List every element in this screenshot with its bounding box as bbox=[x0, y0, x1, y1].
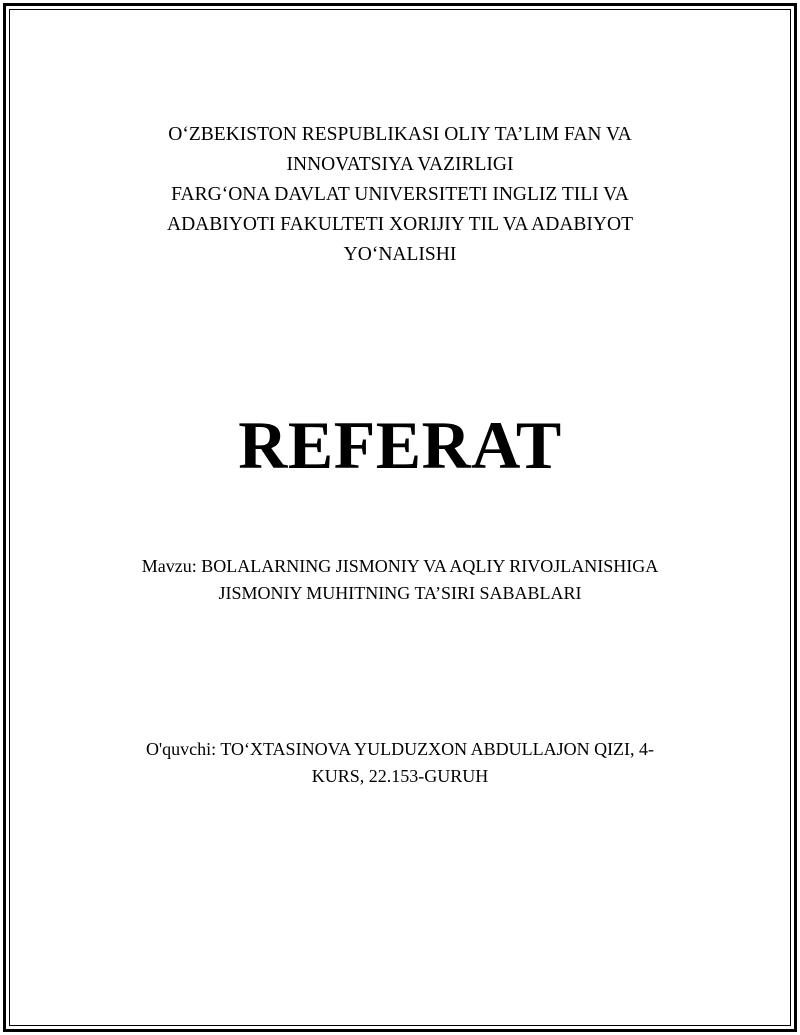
student-line: O'quvchi: TO‘XTASINOVA YULDUZXON ABDULLAJON QIZI, 4- bbox=[145, 739, 655, 759]
header-line: YO‘NALISHI bbox=[343, 244, 457, 265]
header-line: INNOVATSIYA VAZIRLIGI bbox=[286, 154, 514, 175]
document-title: REFERAT bbox=[238, 407, 562, 483]
topic-line: JISMONIY MUHITNING TA’SIRI SABABLARI bbox=[218, 583, 582, 603]
student-line: KURS, 22.153-GURUH bbox=[311, 766, 489, 786]
topic-line: Mavzu: BOLALARNING JISMONIY VA AQLIY RIVOJLANISHIGA bbox=[141, 556, 659, 576]
header-line: ADABIYOTI FAKULTETI XORIJIY TIL VA ADABIYOT bbox=[166, 214, 633, 235]
topic-section bbox=[100, 553, 700, 607]
header-line: O‘ZBEKISTON RESPUBLIKASI OLIY TA’LIM FAN VA bbox=[168, 124, 632, 145]
header-line: FARG‘ONA DAVLAT UNIVERSITETI INGLIZ TILI VA bbox=[171, 184, 629, 205]
student-section bbox=[100, 736, 700, 790]
institution-header bbox=[100, 120, 700, 270]
